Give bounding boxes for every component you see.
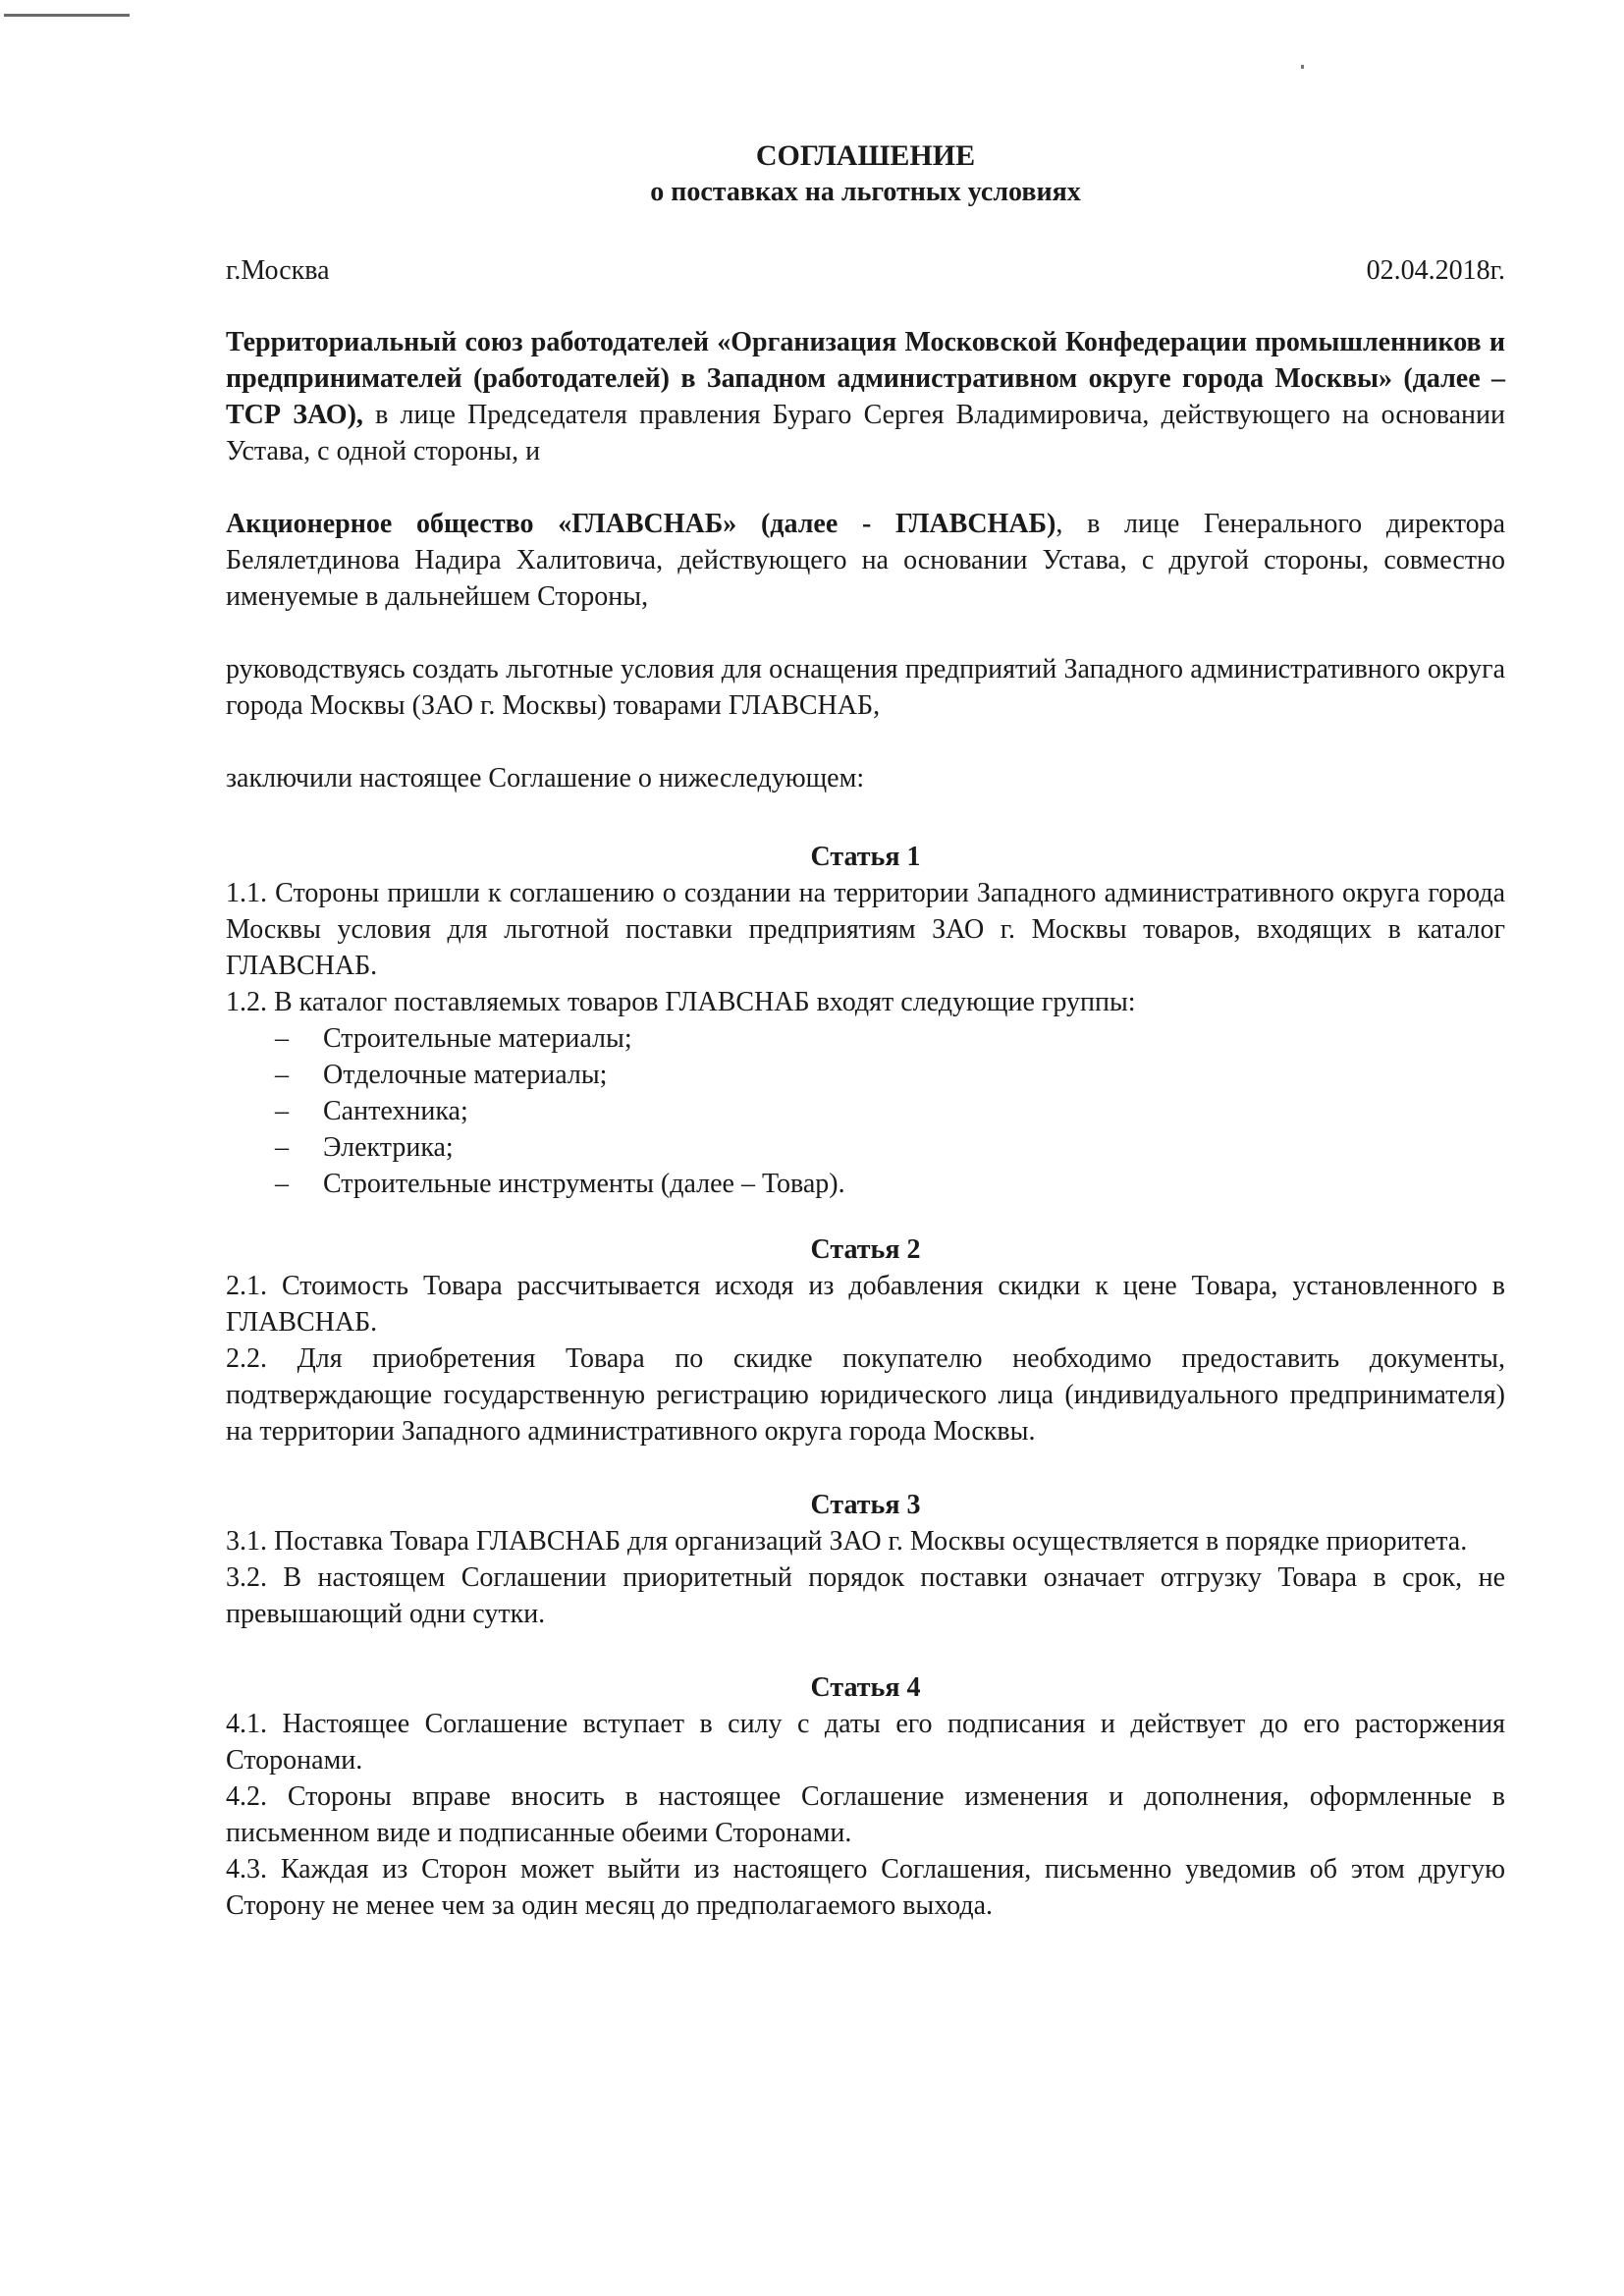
clause: 4.1. Настоящее Соглашение вступает в силу с даты его подписания и действует до его расторжения Сторонами. [226,1709,1505,1776]
clause: 1.2. В каталог поставляемых товаров ГЛАВСНАБ входят следующие группы: [226,987,1136,1017]
article-heading: Статья 3 [810,1490,921,1520]
article-heading: Статья 4 [810,1672,921,1703]
purpose-paragraph: руководствуясь создать льготные условия для оснащения предприятий Западного административного округа города Москвы (ЗАО г. Москвы) товарами ГЛАВСНАБ, [226,654,1505,721]
clause: 4.3. Каждая из Сторон может выйти из настоящего Соглашения, письменно уведомив об этом другую Сторону не менее чем за один месяц до предполагаемого выхода. [226,1854,1505,1921]
document-subtitle: о поставках на льготных условиях [650,177,1081,207]
city: г.Москва [226,255,330,286]
list-item: – Электрика; [275,1129,1505,1166]
product-group-list [226,1020,1505,1202]
party1-name: Территориальный союз работодателей «Организация Московской Конфедерации промышленников и предпринимателей (работодателей) в Западном административном округе города Москвы» (далее – ТСР ЗАО), [226,327,1505,430]
date: 02.04.2018г. [1366,255,1505,286]
clause: 1.1. Стороны пришли к соглашению о создании на территории Западного административного округа города Москвы условия для льготной поставки предприятиям ЗАО г. Москвы товаров, входящих в каталог ГЛАВСНАБ. [226,878,1505,981]
document-title: СОГЛАШЕНИЕ [755,139,976,172]
party1-paragraph [226,324,1505,469]
list-item: – Строительные инструменты (далее – Товар). [275,1166,1505,1202]
article-heading: Статья 1 [810,842,921,872]
scan-artifact-line [4,14,130,17]
clause: 4.2. Стороны вправе вносить в настоящее Соглашение изменения и дополнения, оформленные в письменном виде и подписанные обеими Сторонами. [226,1781,1505,1848]
article-heading: Статья 2 [810,1234,921,1265]
list-item: – Сантехника; [275,1093,1505,1129]
party1-details: в лице Председателя правления Бураго Сергея Владимировича, действующего на основании Устава, с одной стороны, и [226,400,1505,466]
clause: 2.1. Стоимость Товара рассчитывается исходя из добавления скидки к цене Товара, установленного в ГЛАВСНАБ. [226,1271,1505,1338]
party2-details: , в лице Генерального директора Белялетдинова Надира Халитовича, действующего на основании Устава, с другой стороны, совместно именуемые в дальнейшем Стороны, [226,509,1505,612]
clause: 3.1. Поставка Товара ГЛАВСНАБ для организаций ЗАО г. Москвы осуществляется в порядке приоритета. [226,1526,1468,1557]
clause: 3.2. В настоящем Соглашении приоритетный порядок поставки означает отгрузку Товара в срок, не превышающий одни сутки. [226,1562,1505,1629]
document-page [226,137,1505,1924]
scan-artifact-dot [1301,65,1304,69]
concluded-paragraph: заключили настоящее Соглашение о нижеследующем: [226,763,865,793]
list-item: – Отделочные материалы; [275,1057,1505,1093]
list-item: – Строительные материалы; [275,1020,1505,1057]
party2-name: Акционерное общество «ГЛАВСНАБ» (далее - ГЛАВСНАБ) [226,509,1056,539]
city-date-line [226,252,1505,289]
party2-paragraph [226,506,1505,615]
clause: 2.2. Для приобретения Товара по скидке покупателю необходимо предоставить документы, подтверждающие государственную регистрацию юридического лица (индивидуального предпринимателя) на территории Западного административного округа города Москвы. [226,1343,1505,1447]
